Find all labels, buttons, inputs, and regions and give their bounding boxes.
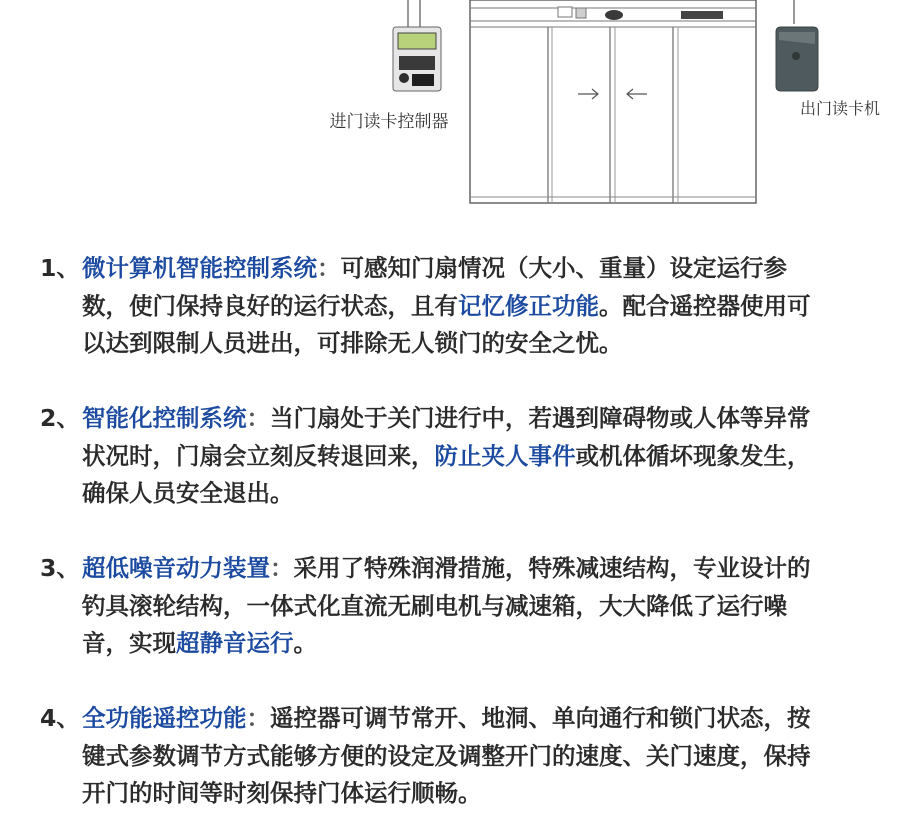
feature-text-b: 。: [293, 629, 317, 657]
feature-title: 超低噪音动力装置: [82, 554, 270, 582]
feature-number: 3、: [40, 554, 80, 582]
feature-separator: ：: [270, 554, 294, 582]
feature-highlight: 记忆修正功能: [458, 291, 599, 320]
feature-number: 2、: [40, 404, 80, 432]
feature-text-b: 或机体循坏现象发生，确保人员安全退出。: [82, 441, 811, 507]
door-diagram-svg: [0, 0, 900, 215]
feature-item-2: [40, 400, 832, 513]
feature-highlight: 超静音运行: [176, 629, 294, 657]
feature-title: 全功能遥控功能: [82, 704, 247, 732]
feature-number: 1、: [40, 254, 80, 282]
feature-separator: ：: [246, 404, 270, 432]
door-system-diagram: [0, 0, 900, 215]
feature-title: 微计算机智能控制系统: [82, 254, 317, 282]
feature-item-1: [40, 250, 832, 363]
feature-body: [40, 550, 832, 663]
feature-item-3: [40, 550, 832, 663]
entry-card-reader-icon: [393, 0, 441, 91]
exit-card-reader-icon: [776, 0, 818, 91]
feature-item-4: [40, 700, 832, 813]
feature-text-b: 。配合遥控器使用可以达到限制人员进出，可排除无人锁门的安全之忧。: [82, 291, 811, 357]
feature-number: 4、: [40, 704, 80, 732]
feature-title: 智能化控制系统: [82, 404, 247, 432]
sliding-door-icon: [470, 0, 756, 203]
feature-text-a: 当门扇处于关门进行中，若遇到障碍物或人体等异常状况时，门扇会立刻反转退回来，: [82, 404, 811, 470]
exit-reader-label: 出门读卡机: [800, 99, 881, 118]
feature-text-a: 采用了特殊润滑措施，特殊减速结构，专业设计的钓具滚轮结构，一体式化直流无刷电机与减速箱，大大降低了运行噪音，实现: [82, 554, 811, 657]
feature-separator: ：: [317, 254, 341, 282]
feature-body: [40, 400, 832, 513]
feature-text-a: 可感知门扇情况（大小、重量）设定运行参数，使门保持良好的运行状态，且有: [82, 254, 787, 320]
feature-separator: ：: [246, 704, 270, 732]
feature-body: [40, 700, 832, 813]
feature-text-a: 遥控器可调节常开、地洞、单向通行和锁门状态，按键式参数调节方式能够方便的设定及调整开门的速度、关门速度，保持开门的时间等时刻保持门体运行顺畅。: [82, 704, 811, 807]
feature-highlight: 防止夹人事件: [434, 441, 576, 470]
entry-reader-label: 进门读卡控制器: [329, 112, 449, 132]
feature-body: [40, 250, 832, 363]
